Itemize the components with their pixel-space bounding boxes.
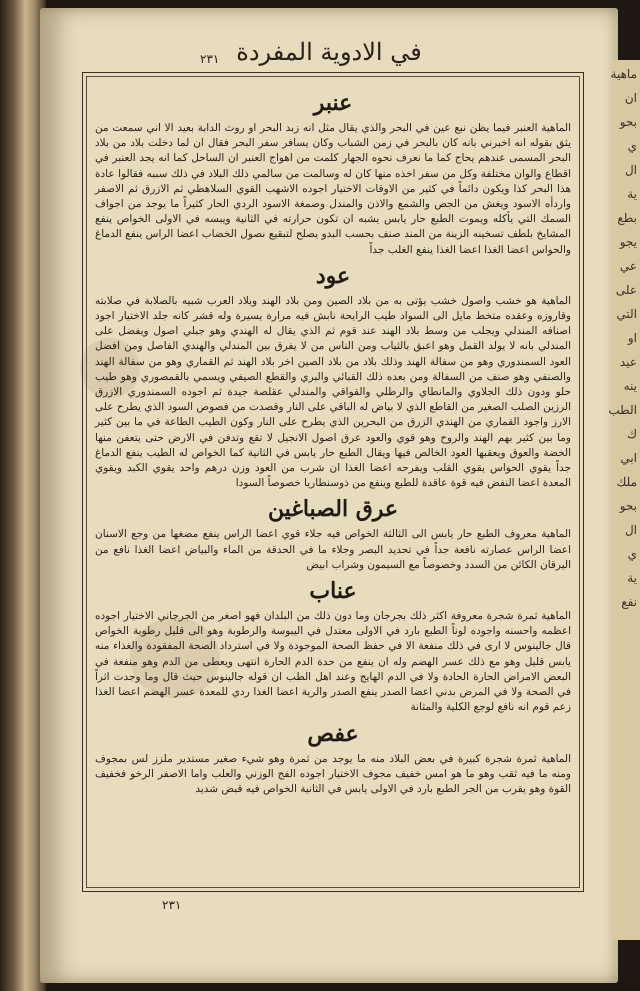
- next-page-fragment: بطع: [617, 211, 637, 225]
- next-page-fragment: على: [615, 283, 637, 297]
- entry-afs: [95, 718, 571, 798]
- next-page-fragment: ية: [627, 187, 637, 201]
- next-page-fragment: ي: [627, 547, 637, 561]
- next-page-fragment: ي: [627, 139, 637, 153]
- entry-body: الماهية ثمرة شجرة كبيرة في بعض البلاد منه ما يوجد من ثمرة وهو شيء صغير مستدير ملزز لس بمجوف ومنه ما فيه ثقب وهو ما هو امس خفيف مجوف الاختيار اجوده الفج الوزني والعلب واما الاصفر الرخو فخفيف القوة وهو يقرب من الجر الطبع بارد في الاولى يابس في الثانية الخواص فيه قبض شديد: [95, 752, 571, 795]
- next-page-fragment: عي: [619, 259, 637, 273]
- next-page-fragment: ية: [627, 571, 637, 585]
- next-page-fragment: الطب: [608, 403, 637, 417]
- next-page-fragment: ان: [624, 91, 637, 105]
- page-number-top: ٢٣١: [200, 52, 220, 66]
- next-page-fragment: بحو: [619, 115, 637, 129]
- entry-body: الماهية معروف الطبع حار يابس الى الثالثة الخواص فيه جلاء قوي اعضا الراس ينفع مضغها من وجع الاسنان اعضا الراس عصارته نافعة جداً في تحديد البصر وجلاء ما في الحدقة من الماء والبياض اعضا الغذا نافع من اليرقان الكائن من السدد وخصوصاً مع السيمون وشراب ابيض: [95, 528, 571, 571]
- entry-irq-alsabbaghin: [95, 493, 571, 573]
- entry-body: الماهية العنبر فيما يظن نبع عين في البحر والذي يقال مثل انه زبد البحر او روث الدابة بعيد الا اني سمعت من يثق بقوله انه اخبرني بانه كان بالبحر في زمن الشباب وكان يسافر سفر البحر فقال ان لما دخلت بلاد من بلاد البحر المسمى عندهم يحاج كما ما نعرف نحوه الجهار كلمت من اهواج العنبر ان الساحل كما انه يجد العنبر في اقطاع والوان مختلفة وكل من سفر اخذه منها كان له وسالمت من سالمي ذلك البلاد في ذلك سببه فقالوا عادة هذا البحر كذا ويكون دائماً في كثير من الاوقات الاختيار اجوده الاشهب القوي السلاهطي ثم الازرق ثم الاصفر واردأه الاسود ويغش من الجص والشمع والاذن والمندل وصمغة الاسود الردي الحار كثيراً ما يوجد من اجواف السمك التي يأكله ويموت الطبع حار يابس يشبه ان تكون حرارته في الثانية ويبسه في الاولى الخواص ينفع المشايخ بلطف تسخينه الزينة من المند صنف بحسب البدو يصلح لتبقيع نصول الخضاب اعضا الراس ينفع الدماغ والحواس اعضا الغذا اعضا الغذا ينفع الغلب جداً: [95, 122, 571, 256]
- entry-headword: عود: [315, 262, 351, 289]
- next-page-fragment: ينه: [623, 379, 637, 393]
- next-page-fragment: يجو: [619, 235, 637, 249]
- next-page-fragment: ال: [624, 523, 637, 537]
- next-page-fragment: بحو: [619, 499, 637, 513]
- page-number-bottom: ٢٣١: [162, 898, 182, 912]
- next-page-edge: [608, 60, 640, 940]
- next-page-fragment: او: [627, 331, 637, 345]
- next-page-fragment: ماهية: [610, 67, 637, 81]
- entry-headword: عرق الصباغين: [267, 496, 399, 523]
- entry-headword: عفص: [307, 720, 359, 747]
- entry-body: الماهية ثمرة شجرة معروفة اكثر ذلك بجرجان وما دون ذلك من البلدان فهو اصغر من الجرجاني الاختيار اجوده اعظمه واحسنه واجوده لوناً الطبع بارد في الاولى معتدل في اليبوسة والرطوبة وهو الى قليل رطوبة الخواص قال جالينوس لا ارى في ذلك منفعة الا في حفظ الصحة الموجودة ولا في استرداد الصحة المفقودة والغذاء منه يابس قليل وهو مع ذلك عسر الهضم وله ان ينفع من حدة الدم الحارة انتهى ويعطى من الدم وهو منفعة في البعض الامراض الحارة الحادة ولا في الدم الهايج وعند اهل الطب ان قوله جالينوس حيث قال وما وجدت اثراً في الصحة ولا في المرض بدني اعضا الصدر ينفع الصدر والرية اعضا الغذا ردي للمعدة عسر الهضم اعضا الغذا زعم قوم انه نافع لوجع الكلية والمثانة: [95, 610, 571, 714]
- entry-headword: عنبر: [313, 90, 353, 116]
- next-page-fragment: التي: [616, 307, 637, 321]
- entry-anbar: [95, 87, 571, 258]
- entry-headword: عناب: [309, 578, 357, 605]
- text-frame: [82, 72, 584, 892]
- next-page-fragment: ك: [627, 427, 637, 441]
- next-page-fragment: عيد: [619, 355, 637, 369]
- entry-unnab: [95, 575, 571, 715]
- next-page-fragment: ابي: [620, 451, 637, 465]
- next-page-fragment: ال: [624, 163, 637, 177]
- page-content: [95, 85, 571, 881]
- next-page-fragment: نفع: [621, 595, 637, 609]
- next-page-fragment: ملك: [616, 475, 637, 489]
- running-title: في الادوية المفردة: [236, 38, 422, 66]
- entry-ud: [95, 260, 571, 492]
- entry-body: الماهية هو خشب واصول خشب يؤتى به من بلاد الصين ومن بلاد الهند وبلاد العرب شبيه بالصلابة في صلابته وقاروزه وعقده متخط مايل الى السواد طيب الرايحة نابش فيه مرارة يسيرة وله قشر كانه جلد الاختيار اجود اصنافه المندلي ويجلب من وسط بلاد الهند عند قوم ثم الذي يقال له الهندي وهو جبلي اصول ويفضل على المندلي بانه لا يولد القمل وهو اعبق بالثياب ومن الناس من لا يفرق بين المندلي والهندي الفاصل ومن افضل العود السمندوري وهو من سفالة الهند وذلك بلاد من بلاد الصين اخر بلاد الهند ثم القماري وهو من سفالة الهند والصنفي وهو صنف من السفالة ومن بعده ذلك القبائي والبري والقطع الصيفي ويسمي بالقمصوري وهو طيب حلو ودون ذلك الجلاوي والمانطاي والرطلي والقواقي والمندلي عقلصة جيدة ثم اجوده السمندوري الازرق الرزين الصلب الصغير من القاطع الذي لا بياض له الباقي على النار وقصدت من فصوص السود الذي يطرح على الارز واجود القماري من الهندي الزرق من البحرين الذي يطرح على النار وكون الطيب الطاعة في ما بين كثير وما بين كثير بهم الهند والروح وهو قوي والعود عرق اصول الانجيل لا تقع وتدفن في الارض حتى يتعفن منها الخضة والعوق ويعقبها العود الخالص فيها ويقال الطبع حار يابس في الثانية كما الخواص له الطيب ينفع الدماغ جداً يقوي الحواس يقوي القلب ويفرحه اعضا الغذا ان شرب من العود وزن درهم واحد يقوي الكبد ويقوي المعدة اعضا النفض فيه قوة عاقدة للطبع وينفع من ذوسنطاريا خصوصاً السودا: [95, 294, 571, 490]
